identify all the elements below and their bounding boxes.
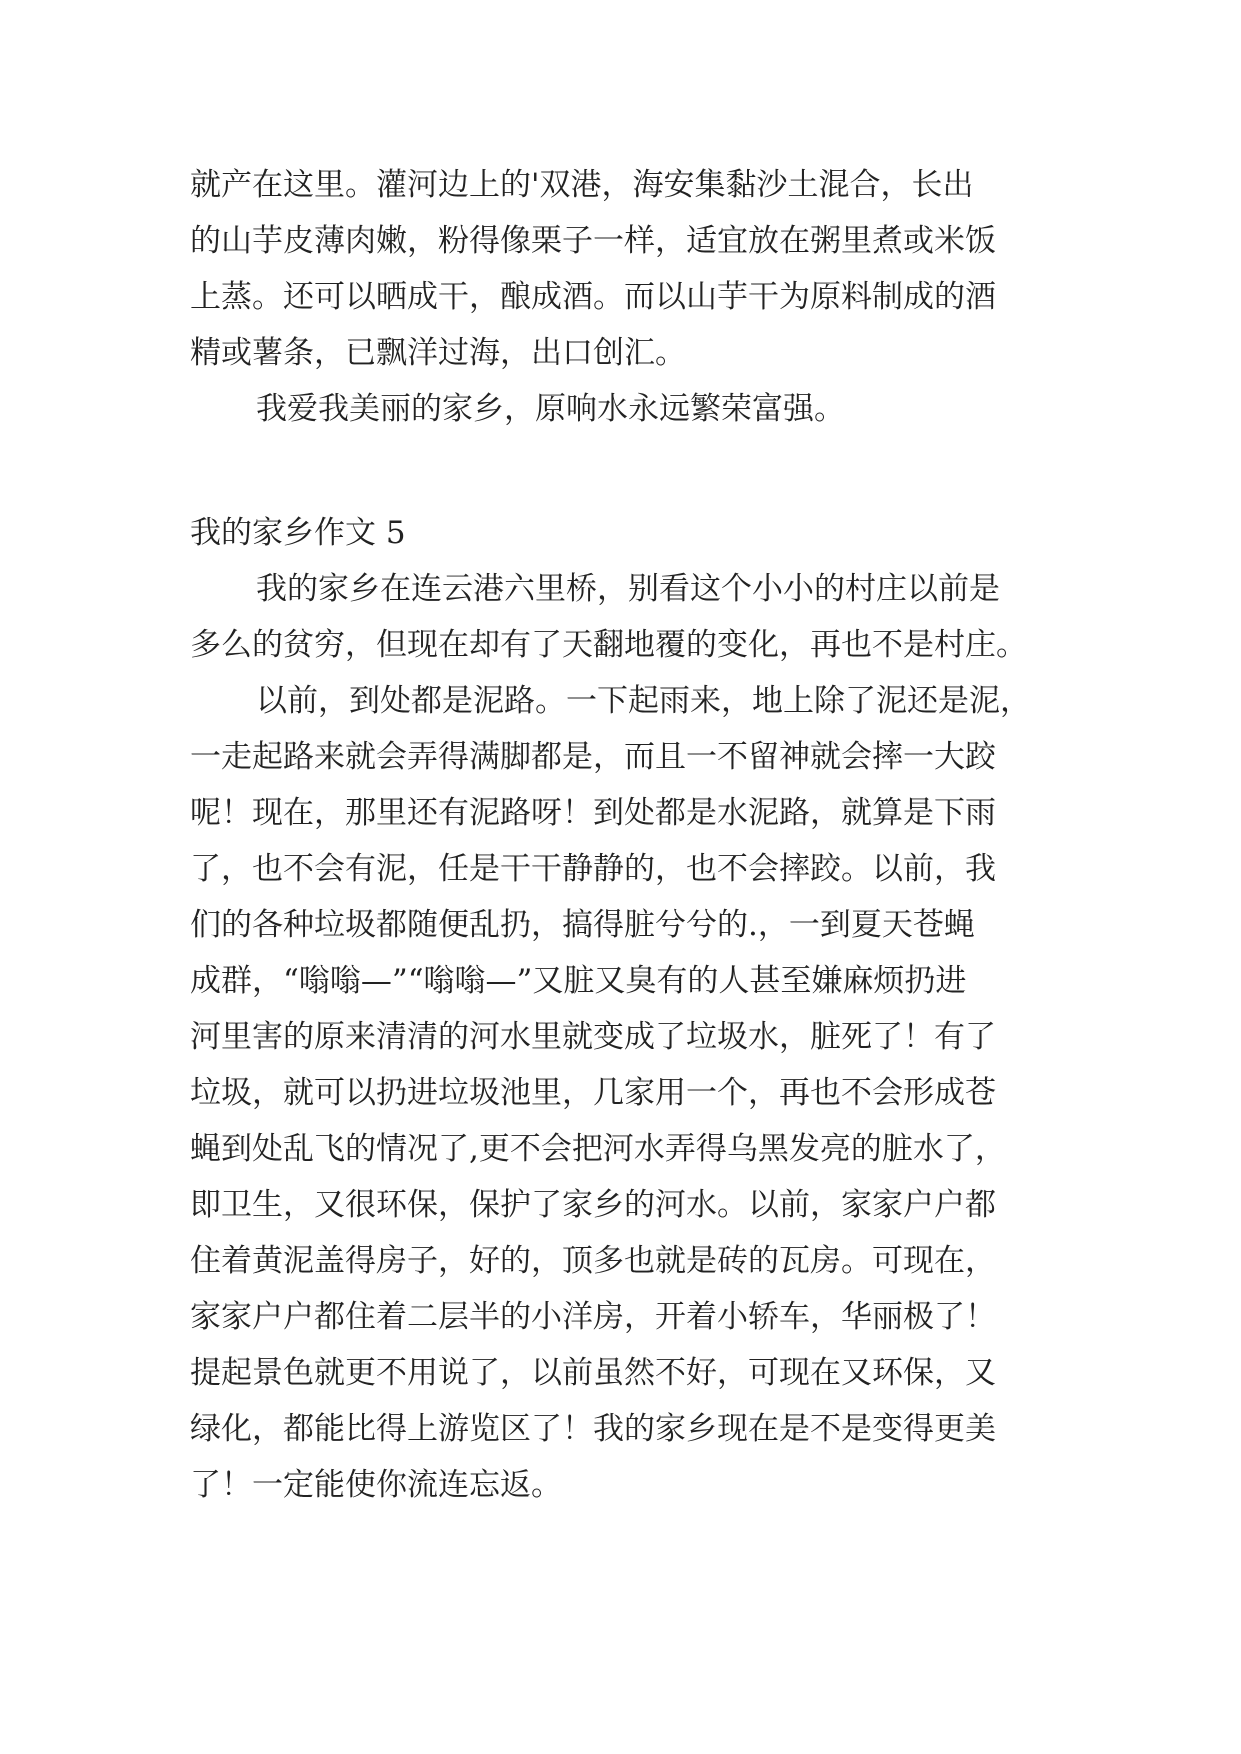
text-line: 就产在这里。灌河边上的'双港，海安集黏沙土混合，长出 bbox=[190, 167, 974, 203]
text-line: 的山芋皮薄肉嫩，粉得像栗子一样，适宜放在粥里煮或米饭 bbox=[190, 223, 996, 259]
text-line: 家家户户都住着二层半的小洋房，开着小轿车，华丽极了！ bbox=[190, 1299, 996, 1335]
text-line: 上蒸。还可以晒成干，酿成酒。而以山芋干为原料制成的酒 bbox=[190, 279, 996, 315]
text-line: 提起景色就更不用说了，以前虽然不好，可现在又环保，又 bbox=[190, 1355, 996, 1391]
text-line: 以前，到处都是泥路。一下起雨来，地上除了泥还是泥， bbox=[256, 683, 1031, 719]
text-line: 呢！现在，那里还有泥路呀！到处都是水泥路，就算是下雨 bbox=[190, 795, 996, 831]
text-line: 成群，“嗡嗡—”“嗡嗡—”又脏又臭有的人甚至嫌麻烦扔进 bbox=[190, 963, 967, 999]
text-line: 即卫生，又很环保，保护了家乡的河水。以前，家家户户都 bbox=[190, 1187, 996, 1223]
text-line: 绿化，都能比得上游览区了！我的家乡现在是不是变得更美 bbox=[190, 1411, 996, 1447]
text-line: 垃圾，就可以扔进垃圾池里，几家用一个，再也不会形成苍 bbox=[190, 1075, 996, 1111]
text-line: 了！一定能使你流连忘返。 bbox=[190, 1467, 562, 1503]
text-line: 了，也不会有泥，任是干干静静的，也不会摔跤。以前，我 bbox=[190, 851, 996, 887]
text-line: 我的家乡在连云港六里桥，别看这个小小的村庄以前是 bbox=[256, 571, 1000, 607]
text-line: 一走起路来就会弄得满脚都是，而且一不留神就会摔一大跤 bbox=[190, 739, 996, 775]
text-line: 蝇到处乱飞的情况了,更不会把河水弄得乌黑发亮的脏水了， bbox=[190, 1131, 1006, 1167]
text-line: 们的各种垃圾都随便乱扔，搞得脏兮兮的.，一到夏天苍蝇 bbox=[190, 907, 975, 943]
text-line: 精或薯条，已飘洋过海，出口创汇。 bbox=[190, 335, 686, 371]
text-line: 多么的贫穷，但现在却有了天翻地覆的变化，再也不是村庄。 bbox=[190, 627, 1027, 663]
text-line: 住着黄泥盖得房子，好的，顶多也就是砖的瓦房。可现在， bbox=[190, 1243, 996, 1279]
section-title: 我的家乡作文 5 bbox=[190, 515, 406, 551]
text-line: 河里害的原来清清的河水里就变成了垃圾水，脏死了！有了 bbox=[190, 1019, 996, 1055]
closing-line: 我爱我美丽的家乡，原响水永远繁荣富强。 bbox=[256, 391, 845, 427]
